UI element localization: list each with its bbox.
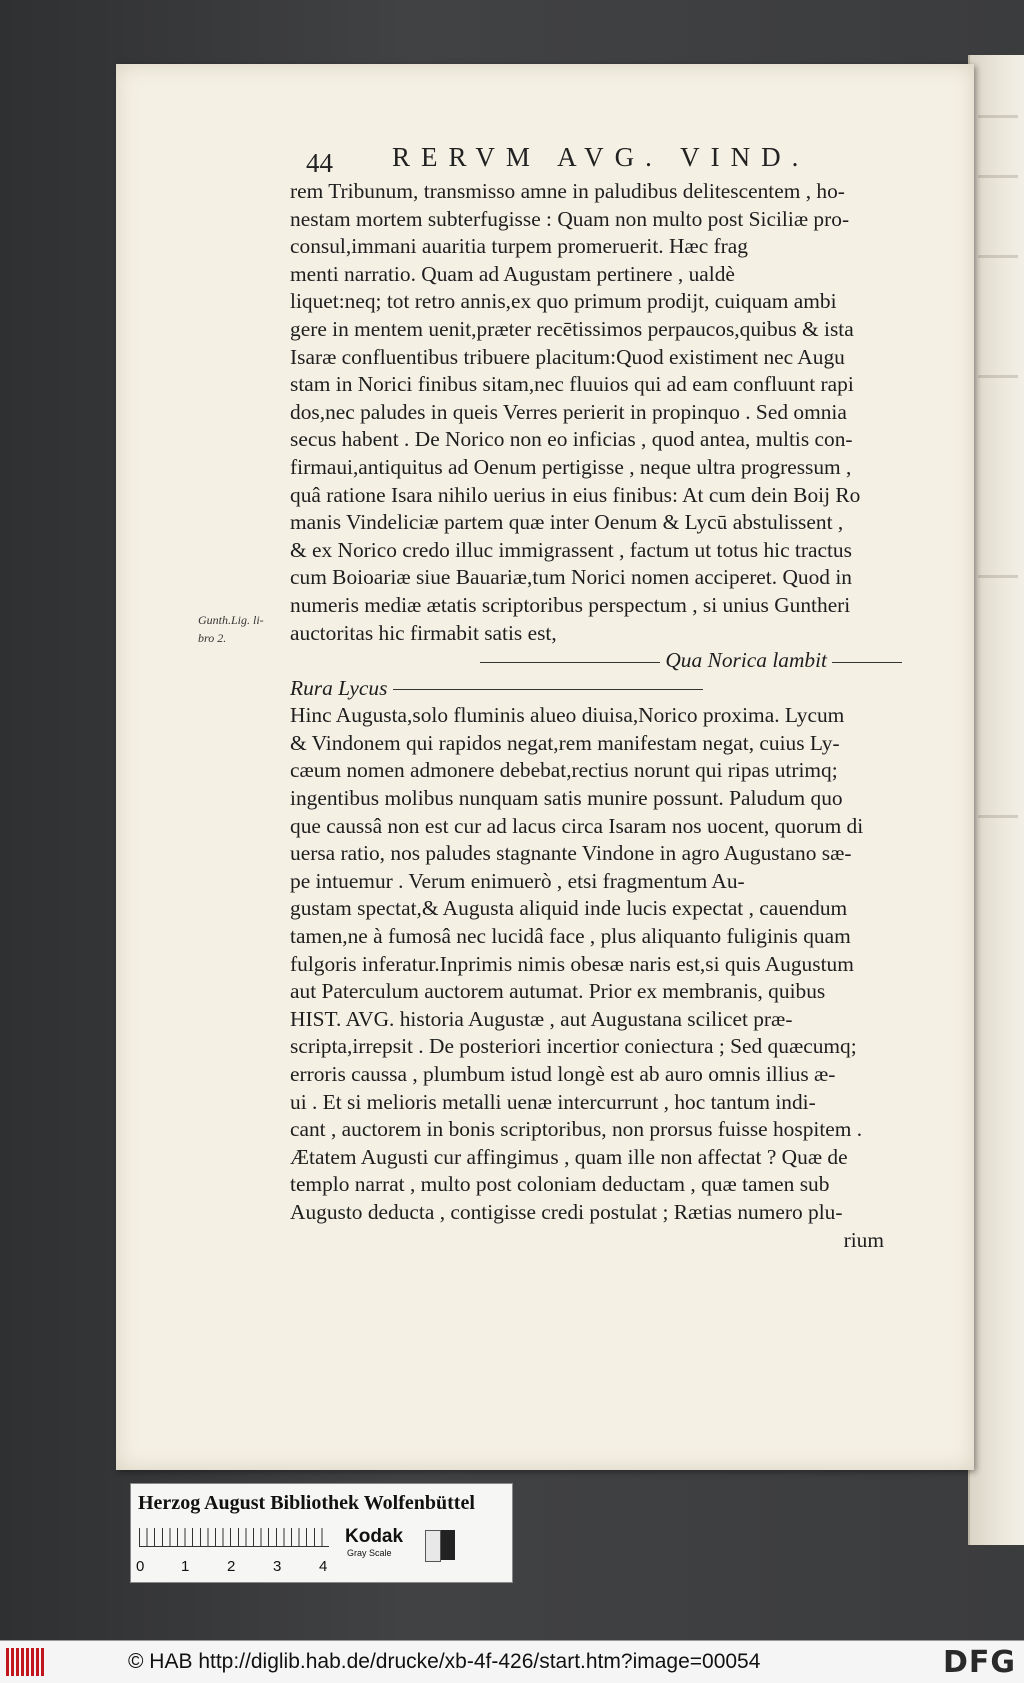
text-line: consul,immani auaritia turpem promeruerit. Hæc frag: [290, 234, 748, 259]
text-line: manis Vindeliciæ partem quæ inter Oenum & Lycū abstulissent ,: [290, 510, 844, 535]
margin-note: [198, 611, 298, 647]
page-number: 44: [306, 148, 333, 178]
ruler-number: 4: [319, 1558, 328, 1575]
text-line: liquet:neq; tot retro annis,ex quo primum prodijt, cuiquam ambi: [290, 289, 837, 314]
catchword: rium: [843, 1227, 884, 1252]
text-line: cant , auctorem in bonis scriptoribus, non prorsus fuisse hospitem .: [290, 1117, 863, 1142]
text-line: Hinc Augusta,solo fluminis alueo diuisa,Norico proxima. Lycum: [290, 703, 845, 728]
body-text: [290, 178, 914, 1254]
dfg-logo: DFG: [942, 1645, 1016, 1680]
library-name: Herzog August Bibliothek Wolfenbüttel: [138, 1492, 475, 1514]
text-line: cæum nomen admonere debebat,rectius norunt qui ripas utrimq;: [290, 758, 838, 783]
ruler-number: 1: [181, 1558, 190, 1575]
text-line: fulgoris inferatur.Inprimis nimis obesæ naris est,si quis Augustum: [290, 951, 854, 976]
ruler-number: 0: [136, 1558, 145, 1575]
text-line: menti narratio. Quam ad Augustam pertinere , ualdè: [290, 261, 735, 286]
quote-rule: [480, 662, 660, 663]
text-line: uersa ratio, nos paludes stagnante Vindone in agro Augustano sæ-: [290, 841, 852, 866]
verse-quote-line: [290, 647, 914, 675]
ruler-number: 3: [273, 1558, 282, 1575]
ruler-number: 2: [227, 1558, 236, 1575]
text-line: nestam mortem subterfugisse : Quam non multo post Siciliæ pro-: [290, 206, 850, 231]
text-line: Ætatem Augusti cur affingimus , quam ille non affectat ? Quæ de: [290, 1144, 848, 1169]
text-line: scripta,irrepsit . De posteriori incertior coniectura ; Sed quæcumq;: [290, 1034, 857, 1059]
margin-note-line: Gunth.Lig. li-: [198, 613, 264, 627]
text-line: HIST. AVG. historia Augustæ , aut Augustana scilicet præ-: [290, 1006, 793, 1031]
verse-quote-text: Rura Lycus: [290, 675, 388, 700]
text-line: numeris mediæ ætatis scriptoribus perspectum , si unius Guntheri: [290, 592, 851, 617]
text-line: & Vindonem qui rapidos negat,rem manifestam negat, cuius Ly-: [290, 730, 840, 755]
verse-quote-text: Qua Norica lambit: [665, 648, 827, 673]
text-line: rem Tribunum, transmisso amne in paludibus delitescentem , ho-: [290, 179, 845, 203]
text-line: stam in Norici finibus sitam,nec fluuios qui ad eam confluunt rapi: [290, 372, 854, 397]
text-line: gustam spectat,& Augusta aliquid inde lucis expectat , cauendum: [290, 896, 848, 921]
text-line: ingentibus molibus nunquam satis munire possunt. Paludum quo: [290, 786, 843, 811]
text-line: pe intuemur . Verum enimuerò , etsi fragmentum Au-: [290, 868, 745, 893]
text-line: tamen,ne à fumosâ nec lucidâ face , plus aliquanto fuliginis quam: [290, 924, 851, 949]
text-line: dos,nec paludes in queis Verres perierit in propinquo . Sed omnia: [290, 399, 847, 424]
text-line: cum Boioariæ siue Bauariæ,tum Norici nomen acciperet. Quod in: [290, 565, 852, 590]
text-line: Augusto deducta , contigisse credi postulat ; Rætias numero plu-: [290, 1199, 843, 1224]
text-line: aut Paterculum auctorem autumat. Prior ex membranis, quibus: [290, 979, 826, 1004]
page-header: [306, 140, 954, 180]
text-line: secus habent . De Norico non eo inficias , quod antea, multis con-: [290, 427, 853, 452]
copyright-link[interactable]: © HAB http://diglib.hab.de/drucke/xb-4f-426/start.htm?image=00054: [128, 1650, 761, 1673]
text-line: que caussâ non est cur ad lacus circa Isaram nos uocent, quorum di: [290, 813, 864, 838]
color-calibration-bar: [130, 1483, 513, 1583]
gray-swatch-light: [425, 1530, 441, 1562]
kodak-logo: Kodak: [345, 1526, 404, 1547]
margin-note-line: bro 2.: [198, 631, 227, 645]
text-line: templo narrat , multo post coloniam deductam , quæ tamen sub: [290, 1172, 830, 1197]
text-line: & ex Norico credo illuc immigrassent , factum ut totus hic tractus: [290, 537, 852, 562]
hab-logo-icon: [6, 1648, 44, 1676]
quote-rule: [393, 689, 703, 690]
next-page-edge: [968, 55, 1024, 1545]
text-line: erroris caussa , plumbum istud longè est ab auro omnis illius æ-: [290, 1062, 836, 1086]
gray-scale-label: Gray Scale: [347, 1548, 392, 1558]
running-title: RERVM AVG. VIND.: [392, 142, 810, 172]
text-line: auctoritas hic firmabit satis est,: [290, 620, 557, 645]
book-page: [116, 64, 974, 1470]
ruler-scale: [139, 1528, 329, 1547]
text-line: quâ ratione Isara nihilo uerius in eius finibus: At cum dein Boij Ro: [290, 482, 861, 507]
footer-bar: [0, 1640, 1024, 1683]
text-line: Isaræ confluentibus tribuere placitum:Quod existiment nec Augu: [290, 344, 845, 369]
quote-rule: [832, 662, 902, 663]
gray-swatch-dark: [441, 1530, 455, 1560]
text-line: firmaui,antiquitus ad Oenum pertigisse , neque ultra progressum ,: [290, 454, 852, 479]
text-line: gere in mentem uenit,præter recētissimos perpaucos,quibus & ista: [290, 316, 854, 341]
verse-quote-line: [290, 675, 914, 703]
text-line: ui . Et si melioris metalli uenæ intercurrunt , hoc tantum indi-: [290, 1089, 816, 1114]
